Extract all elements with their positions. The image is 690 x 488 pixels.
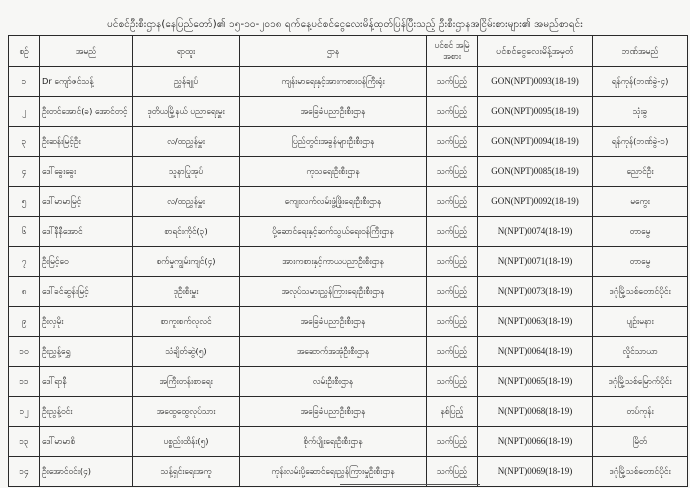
- cell-department: ပို့ဆောင်ရေးနှင့်ဆက်သွယ်ရေးဝန်ကြီးဌာန: [240, 217, 427, 247]
- cell-region: သုံးခွ: [593, 97, 688, 127]
- cell-name: ဦးညွှန့်ရွှေ: [40, 337, 133, 367]
- cell-position: စာရင်းကိုင်(၃): [133, 217, 240, 247]
- bottom-signature-line: [340, 481, 480, 485]
- cell-office: သက်ပြည့်: [427, 217, 478, 247]
- table-row: [9, 67, 688, 97]
- cell-no: ၁၃: [9, 427, 40, 457]
- cell-region: ဒဂုံမြို့သစ်မြောက်ပိုင်း: [593, 367, 688, 397]
- cell-office: သက်ပြည့်: [427, 157, 478, 187]
- table-row: [9, 157, 688, 187]
- cell-reg: GON(NPT)0095(18-19): [478, 97, 593, 127]
- cell-reg: N(NPT)0074(18-19): [478, 217, 593, 247]
- header-row: [9, 36, 688, 67]
- cell-office: သက်ပြည့်: [427, 97, 478, 127]
- cell-region: ရန်ကုန်(ဘဏ်ခွဲ-၄): [593, 67, 688, 97]
- cell-department: လမ်းဦးစီးဌာန: [240, 367, 427, 397]
- header-no: စဉ်: [9, 36, 40, 67]
- cell-reg: N(NPT)0063(18-19): [478, 307, 593, 337]
- cell-region: ဒဂုံမြို့သစ်တောင်ပိုင်း: [593, 457, 688, 487]
- table-row: [9, 247, 688, 277]
- cell-name: ဦးလှမိုး: [40, 307, 133, 337]
- cell-reg: N(NPT)0069(18-19): [478, 457, 593, 487]
- header-position: ရာထူး: [133, 36, 240, 67]
- cell-position: သံချိတ်ဆွဲ(၅): [133, 337, 240, 367]
- cell-office: သက်ပြည့်: [427, 187, 478, 217]
- cell-name: ဒေါ်မာမာစိ: [40, 427, 133, 457]
- cell-department: စိုက်ပျိုးရေးဦးစီးဌာန: [240, 427, 427, 457]
- cell-department: ကုသရေးဦးစီးဌာန: [240, 157, 427, 187]
- cell-reg: N(NPT)0065(18-19): [478, 367, 593, 397]
- cell-office: သက်ပြည့်: [427, 277, 478, 307]
- cell-reg: GON(NPT)0093(18-19): [478, 67, 593, 97]
- cell-office: သက်ပြည့်: [427, 247, 478, 277]
- cell-position: စာကူးစက်လုလင်: [133, 307, 240, 337]
- cell-department: ကျေးလက်လမ်းဖွံ့ဖြိုးရေးဦးစီးဌာန: [240, 187, 427, 217]
- cell-department: အခြေခံပညာဦးစီးဌာန: [240, 397, 427, 427]
- cell-name: ဦးမြင့်ဝေ: [40, 247, 133, 277]
- cell-position: အကြီးတန်းစာရေး: [133, 367, 240, 397]
- cell-no: ၁၂: [9, 397, 40, 427]
- cell-office: သက်ပြည့်: [427, 457, 478, 487]
- table-row: [9, 97, 688, 127]
- table-row: [9, 127, 688, 157]
- cell-department: အဆောက်အအုံဦးစီးဌာန: [240, 337, 427, 367]
- cell-no: ၅: [9, 187, 40, 217]
- table-row: [9, 217, 688, 247]
- cell-name: ဒေါ်မာမာမြင့်: [40, 187, 133, 217]
- cell-name: ဒေါ်ခင်ဆွန်းမြင့်: [40, 277, 133, 307]
- table-row: [9, 187, 688, 217]
- header-department: ဌာန: [240, 36, 427, 67]
- cell-reg: N(NPT)0071(18-19): [478, 247, 593, 277]
- cell-region: ရန်ကုန်(ဘဏ်ခွဲ-၁): [593, 127, 688, 157]
- cell-no: ၁၀: [9, 337, 40, 367]
- header-office: ပင်စင် အမြဲအစား: [427, 36, 478, 67]
- cell-position: ညွှန်ချုပ်: [133, 67, 240, 97]
- cell-position: သူနာပြုအုပ်: [133, 157, 240, 187]
- cell-office: သက်ပြည့်: [427, 427, 478, 457]
- pensioner-table: [8, 35, 688, 487]
- cell-reg: GON(NPT)0085(18-19): [478, 157, 593, 187]
- cell-no: ၁၄: [9, 457, 40, 487]
- cell-position: အထွေထွေလုပ်သား: [133, 397, 240, 427]
- cell-region: မြိတ်: [593, 427, 688, 457]
- cell-department: အလုပ်သမားညွှန်ကြားရေးဦးစီးဌာန: [240, 277, 427, 307]
- cell-name: Dr ကျော်ဇင်သန့်: [40, 67, 133, 97]
- cell-reg: N(NPT)0068(18-19): [478, 397, 593, 427]
- cell-office: သက်ပြည့်: [427, 67, 478, 97]
- cell-position: ပစ္စည်းထိန်း(၅): [133, 427, 240, 457]
- cell-no: ၆: [9, 217, 40, 247]
- header-name: အမည်: [40, 36, 133, 67]
- table-row: [9, 427, 688, 457]
- cell-office: နစ်ပြည့်: [427, 397, 478, 427]
- cell-no: ၁: [9, 67, 40, 97]
- cell-name: ဦးဆန်းမြင့်ဦး: [40, 127, 133, 157]
- cell-position: စက်မှုကျွမ်းကျင်(၄): [133, 247, 240, 277]
- cell-position: သန့်ရှင်းရေးအကူ: [133, 457, 240, 487]
- cell-department: ကျန်းမာရေးနှင့်အားကစားဝန်ကြီးရုံး: [240, 67, 427, 97]
- cell-no: ၄: [9, 157, 40, 187]
- table-row: [9, 367, 688, 397]
- cell-region: တာမွေ: [593, 247, 688, 277]
- cell-no: ၉: [9, 307, 40, 337]
- cell-office: သက်ပြည့်: [427, 367, 478, 397]
- cell-reg: N(NPT)0073(18-19): [478, 277, 593, 307]
- cell-office: သက်ပြည့်: [427, 337, 478, 367]
- cell-reg: N(NPT)0066(18-19): [478, 427, 593, 457]
- cell-department: အခြေခံပညာဦးစီးဌာန: [240, 97, 427, 127]
- cell-region: တာမွေ: [593, 217, 688, 247]
- cell-office: သက်ပြည့်: [427, 307, 478, 337]
- cell-region: ဒဂုံမြို့သစ်တောင်ပိုင်း: [593, 277, 688, 307]
- cell-name: ဒေါ်ရာနီ: [40, 367, 133, 397]
- cell-no: ၁၁: [9, 367, 40, 397]
- cell-department: ပြည်တွင်းအခွန်များဦးစီးဌာန: [240, 127, 427, 157]
- cell-no: ၈: [9, 277, 40, 307]
- cell-region: မကွေး: [593, 187, 688, 217]
- cell-name: ဦးညွန့်ဝင်း: [40, 397, 133, 427]
- cell-department: ကုန်းလမ်းပို့ဆောင်ရေးညွှန်ကြားမှုဦးစီးဌာန: [240, 457, 427, 487]
- cell-department: အားကစားနှင့်ကာယပညာဦးစီးဌာန: [240, 247, 427, 277]
- cell-department: အခြေခံပညာဦးစီးဌာန: [240, 307, 427, 337]
- table-row: [9, 397, 688, 427]
- cell-office: သက်ပြည့်: [427, 127, 478, 157]
- table-row: [9, 337, 688, 367]
- cell-no: ၇: [9, 247, 40, 277]
- cell-position: ဒုတိယမြို့နယ် ပညာရေးမှူး: [133, 97, 240, 127]
- cell-position: လ/ထညွှန်မှူး: [133, 187, 240, 217]
- cell-no: ၂: [9, 97, 40, 127]
- cell-reg: N(NPT)0064(18-19): [478, 337, 593, 367]
- cell-name: ဦးတင်အောင်(ခ) အောင်တင့်: [40, 97, 133, 127]
- cell-reg: GON(NPT)0092(18-19): [478, 187, 593, 217]
- cell-region: ညောင်ဦး: [593, 157, 688, 187]
- cell-reg: GON(NPT)0094(18-19): [478, 127, 593, 157]
- cell-region: ပျဉ်းမနား: [593, 307, 688, 337]
- cell-name: ဒေါ်ခွေးခွေး: [40, 157, 133, 187]
- cell-no: ၃: [9, 127, 40, 157]
- cell-region: လှိုင်သာယာ: [593, 337, 688, 367]
- cell-region: တပ်ကုန်း: [593, 397, 688, 427]
- header-region: ဘဏ်အမည်: [593, 36, 688, 67]
- cell-name: ဒေါ်နီနီအောင်: [40, 217, 133, 247]
- header-reg: ပင်စင်ငွေလေးမိန့်အမှတ်: [478, 36, 593, 67]
- table-row: [9, 277, 688, 307]
- table-row: [9, 307, 688, 337]
- cell-position: ဒုဦးစီးမှူး: [133, 277, 240, 307]
- cell-name: ဦးအောင်ဝင်း(၄): [40, 457, 133, 487]
- document-title: ပင်စင်ဦးစီးဌာန(နေပြည်တော်)၏ ၁၅-၁၀-၂၀၁၈ ရက်နေ့ပင်စင်ငွေလေးမိန့်ထုတ်ပြန်ပြီးသည့် ဦးစီးဌာနအငြိမ်းစားများ၏ အမည်စာရင်း: [107, 19, 583, 30]
- cell-position: လ/ထညွှန်မှူး: [133, 127, 240, 157]
